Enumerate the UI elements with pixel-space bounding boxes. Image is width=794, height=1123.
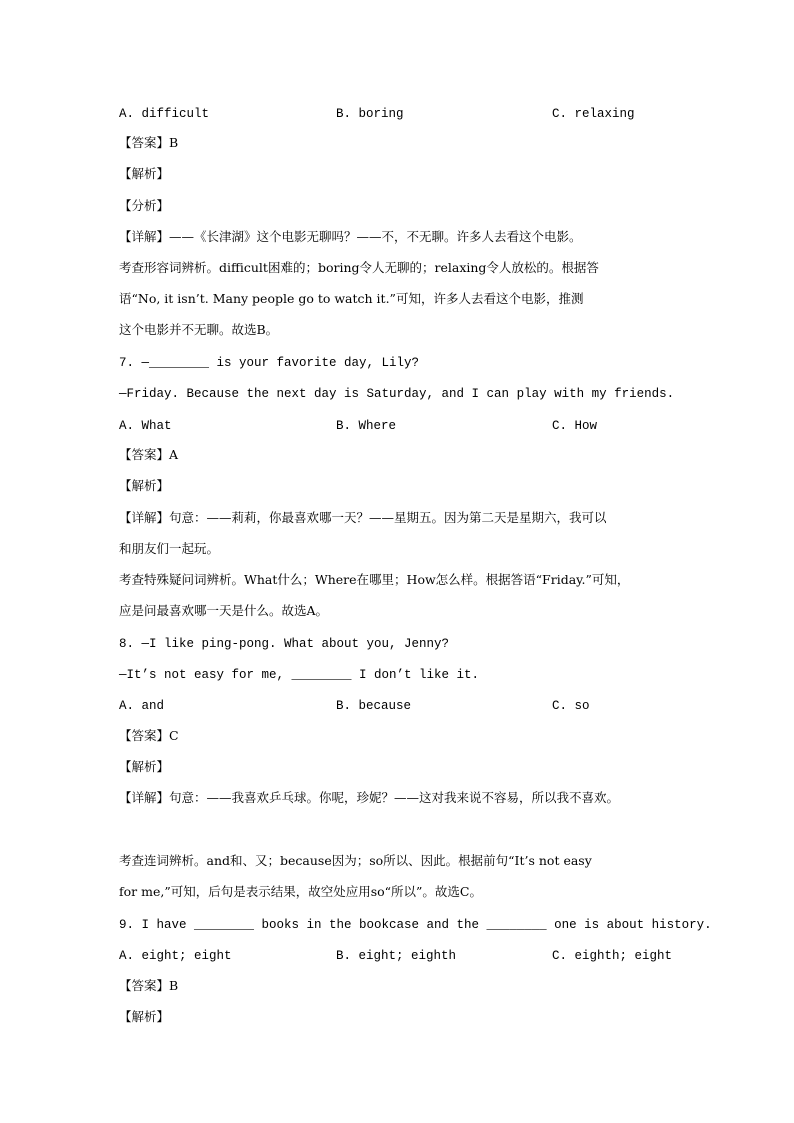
option-b: B. Where: [336, 419, 397, 433]
explanation-line: 考查连词辨析。and和、又；because因为；so所以、因此。根据前句“It’s not easy: [119, 853, 592, 868]
explanation-line: 和朋友们一起玩。: [119, 541, 220, 556]
option-b: B. eight; eighth: [336, 949, 457, 963]
explanation-line: 考查形容词辨析。difficult困难的；boring令人无聊的；relaxing令人放松的。根据答: [119, 260, 599, 275]
explanation-line: 考查特殊疑问词辨析。What什么；Where在哪里；How怎么样。根据答语“Friday.”可知，: [119, 572, 630, 587]
explanation-line: 这个电影并不无聊。故选B。: [119, 322, 279, 337]
answer: 【答案】C: [119, 728, 179, 743]
analysis-label: 【解析】: [119, 759, 170, 774]
option-c: C. so: [552, 699, 590, 713]
option-a: A. eight; eight: [119, 949, 232, 963]
option-b: B. boring: [336, 107, 404, 121]
fenxi-label: 【分析】: [119, 198, 170, 213]
option-c: C. How: [552, 419, 598, 433]
question-7-reply: —Friday. Because the next day is Saturday, and I can play with my friends.: [119, 387, 675, 401]
analysis-label: 【解析】: [119, 1009, 170, 1024]
option-a: A. What: [119, 419, 172, 433]
option-a: A. and: [119, 699, 165, 713]
question-8-stem: 8. —I like ping-pong. What about you, Jenny?: [119, 637, 450, 651]
question-8-reply: —It’s not easy for me, ________ I don’t like it.: [119, 668, 480, 682]
detail: 【详解】——《长津湖》这个电影无聊吗？——不，不无聊。许多人去看这个电影。: [119, 229, 582, 244]
option-c: C. relaxing: [552, 107, 635, 121]
explanation-line: 【详解】句意：——莉莉，你最喜欢哪一天？——星期五。因为第二天是星期六，我可以: [119, 510, 607, 525]
question-7-stem: 7. —________ is your favorite day, Lily?: [119, 356, 420, 370]
option-a: A. difficult: [119, 107, 210, 121]
answer: 【答案】A: [119, 447, 179, 462]
explanation-line: 应是问最喜欢哪一天是什么。故选A。: [119, 603, 329, 618]
explanation-line: 【详解】句意：——我喜欢乒乓球。你呢，珍妮？——这对我来说不容易，所以我不喜欢。: [119, 790, 620, 805]
answer: 【答案】B: [119, 135, 179, 150]
analysis-label: 【解析】: [119, 166, 170, 181]
explanation-line: for me,”可知，后句是表示结果，故空处应用so“所以”。故选C。: [119, 884, 483, 899]
answer: 【答案】B: [119, 978, 179, 993]
option-c: C. eighth; eight: [552, 949, 673, 963]
option-b: B. because: [336, 699, 412, 713]
question-9-stem: 9. I have ________ books in the bookcase and the ________ one is about history.: [119, 918, 712, 932]
analysis-label: 【解析】: [119, 478, 170, 493]
explanation-line: 语“No, it isn’t. Many people go to watch it.”可知，许多人去看这个电影，推测: [119, 291, 584, 306]
